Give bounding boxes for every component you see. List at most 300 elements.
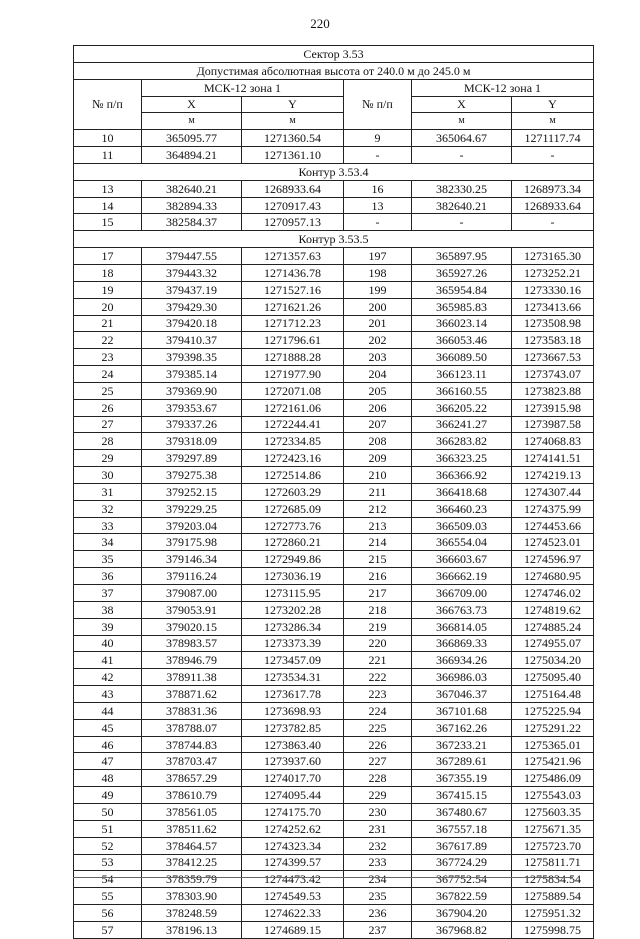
cell-x-right: 382330.25 [412, 180, 512, 197]
coordinates-table [73, 45, 594, 939]
table-row [74, 180, 594, 197]
cell-y-right: 1273165.30 [512, 248, 594, 265]
cell-y-right: 1273667.53 [512, 349, 594, 366]
cell-y-right: 1273413.66 [512, 298, 594, 315]
cell-y-left: 1271436.78 [242, 264, 344, 281]
cell-num-left: 27 [74, 416, 142, 433]
table-row [74, 585, 594, 602]
cell-y-right: - [512, 214, 594, 231]
cell-x-right: 367904.20 [412, 905, 512, 922]
cell-y-left: 1274095.44 [242, 787, 344, 804]
cell-y-left: 1268933.64 [242, 180, 344, 197]
cell-y-right: 1275421.96 [512, 753, 594, 770]
cell-num-right: 233 [344, 854, 412, 871]
cell-x-left: 379175.98 [142, 534, 242, 551]
cell-num-right: 226 [344, 736, 412, 753]
height-title: Допустимая абсолютная высота от 240.0 м до 245.0 м [74, 62, 594, 79]
table-row [74, 382, 594, 399]
cell-y-right: 1273508.98 [512, 315, 594, 332]
table-row [74, 534, 594, 551]
cell-x-left: 378610.79 [142, 787, 242, 804]
cell-y-right: 1273823.88 [512, 382, 594, 399]
cell-y-right: 1275034.20 [512, 652, 594, 669]
cell-x-right: 365985.83 [412, 298, 512, 315]
cell-x-left: 379203.04 [142, 517, 242, 534]
cell-num-right: 236 [344, 905, 412, 922]
cell-y-right: 1268973.34 [512, 180, 594, 197]
cell-num-left: 37 [74, 585, 142, 602]
cell-num-left: 54 [74, 871, 142, 888]
cell-num-right: 216 [344, 568, 412, 585]
cell-num-left: 19 [74, 281, 142, 298]
cell-num-left: 48 [74, 770, 142, 787]
table-row [74, 568, 594, 585]
cell-num-left: 22 [74, 332, 142, 349]
cell-num-right: - [344, 147, 412, 164]
cell-y-right: 1275951.32 [512, 905, 594, 922]
cell-x-right: 365064.67 [412, 130, 512, 147]
cell-x-left: 364894.21 [142, 147, 242, 164]
table-row [74, 854, 594, 871]
contour-title-row [74, 231, 594, 248]
cell-x-right: - [412, 214, 512, 231]
cell-x-right: 366023.14 [412, 315, 512, 332]
cell-x-right: 366241.27 [412, 416, 512, 433]
cell-x-right: - [412, 147, 512, 164]
cell-y-right: 1275834.54 [512, 871, 594, 888]
cell-num-left: 42 [74, 669, 142, 686]
cell-y-left: 1272514.86 [242, 467, 344, 484]
table-row [74, 618, 594, 635]
table-row [74, 315, 594, 332]
cell-x-right: 366460.23 [412, 500, 512, 517]
cell-num-right: 203 [344, 349, 412, 366]
cell-num-right: 206 [344, 399, 412, 416]
cell-x-right: 367968.82 [412, 921, 512, 938]
table-row [74, 669, 594, 686]
cell-y-left: 1271621.26 [242, 298, 344, 315]
cell-y-right: 1275889.54 [512, 888, 594, 905]
cell-x-left: 382894.33 [142, 197, 242, 214]
cell-y-left: 1273937.60 [242, 753, 344, 770]
cell-y-left: 1271796.61 [242, 332, 344, 349]
cell-y-left: 1273534.31 [242, 669, 344, 686]
cell-y-right: 1274596.97 [512, 551, 594, 568]
cell-y-right: 1273583.18 [512, 332, 594, 349]
cell-y-left: 1271977.90 [242, 366, 344, 383]
header-x-right: X [412, 96, 512, 113]
bottom-divider [73, 877, 573, 878]
cell-x-left: 378303.90 [142, 888, 242, 905]
cell-num-right: 204 [344, 366, 412, 383]
cell-x-right: 367101.68 [412, 702, 512, 719]
cell-y-left: 1273373.39 [242, 635, 344, 652]
cell-y-left: 1272773.76 [242, 517, 344, 534]
cell-num-left: 56 [74, 905, 142, 922]
cell-y-left: 1274017.70 [242, 770, 344, 787]
cell-x-right: 382640.21 [412, 197, 512, 214]
cell-y-right: 1275543.03 [512, 787, 594, 804]
cell-num-left: 43 [74, 686, 142, 703]
cell-x-right: 367557.18 [412, 820, 512, 837]
cell-y-right: 1274523.01 [512, 534, 594, 551]
cell-x-left: 378196.13 [142, 921, 242, 938]
cell-num-right: 222 [344, 669, 412, 686]
cell-y-right: 1275095.40 [512, 669, 594, 686]
cell-num-left: 39 [74, 618, 142, 635]
table-row [74, 349, 594, 366]
cell-y-right: 1274068.83 [512, 433, 594, 450]
cell-y-right: 1275164.48 [512, 686, 594, 703]
cell-num-left: 45 [74, 719, 142, 736]
cell-x-left: 379443.32 [142, 264, 242, 281]
cell-x-right: 366283.82 [412, 433, 512, 450]
table-row [74, 719, 594, 736]
cell-num-right: - [344, 214, 412, 231]
cell-x-left: 379385.14 [142, 366, 242, 383]
cell-num-left: 50 [74, 803, 142, 820]
table-row [74, 753, 594, 770]
cell-x-right: 366869.33 [412, 635, 512, 652]
cell-y-right: 1268933.64 [512, 197, 594, 214]
cell-num-right: 9 [344, 130, 412, 147]
cell-num-left: 17 [74, 248, 142, 265]
cell-num-right: 215 [344, 551, 412, 568]
cell-num-left: 25 [74, 382, 142, 399]
cell-y-left: 1274252.62 [242, 820, 344, 837]
cell-num-right: 199 [344, 281, 412, 298]
cell-x-left: 379087.00 [142, 585, 242, 602]
unit-x-right: м [412, 113, 512, 130]
cell-num-left: 28 [74, 433, 142, 450]
cell-num-right: 209 [344, 450, 412, 467]
cell-y-left: 1274473.42 [242, 871, 344, 888]
cell-x-right: 365897.95 [412, 248, 512, 265]
cell-y-left: 1274399.57 [242, 854, 344, 871]
cell-x-right: 367724.29 [412, 854, 512, 871]
table-row [74, 366, 594, 383]
cell-x-left: 379020.15 [142, 618, 242, 635]
cell-y-left: 1272603.29 [242, 483, 344, 500]
table-row [74, 264, 594, 281]
unit-y-left: м [242, 113, 344, 130]
page-number: 220 [310, 16, 330, 31]
table-row [74, 197, 594, 214]
table-row [74, 837, 594, 854]
unit-y-right: м [512, 113, 594, 130]
cell-num-right: 235 [344, 888, 412, 905]
cell-num-left: 24 [74, 366, 142, 383]
cell-num-left: 14 [74, 197, 142, 214]
table-row [74, 787, 594, 804]
cell-num-right: 205 [344, 382, 412, 399]
cell-y-left: 1271888.28 [242, 349, 344, 366]
cell-x-left: 379053.91 [142, 601, 242, 618]
cell-x-left: 379369.90 [142, 382, 242, 399]
cell-x-right: 366418.68 [412, 483, 512, 500]
cell-num-right: 213 [344, 517, 412, 534]
cell-y-left: 1273286.34 [242, 618, 344, 635]
cell-y-right: 1274453.66 [512, 517, 594, 534]
cell-x-left: 379229.25 [142, 500, 242, 517]
cell-y-right: 1275603.35 [512, 803, 594, 820]
header-num-right: № п/п [344, 79, 412, 130]
cell-y-right: 1275811.71 [512, 854, 594, 871]
cell-num-left: 18 [74, 264, 142, 281]
cell-num-right: 219 [344, 618, 412, 635]
cell-y-left: 1272949.86 [242, 551, 344, 568]
cell-y-left: 1274175.70 [242, 803, 344, 820]
table-row [74, 467, 594, 484]
table-row [74, 888, 594, 905]
cell-y-left: 1273617.78 [242, 686, 344, 703]
cell-y-right: 1274746.02 [512, 585, 594, 602]
cell-num-right: 230 [344, 803, 412, 820]
cell-x-left: 378744.83 [142, 736, 242, 753]
table-row [74, 298, 594, 315]
header-msk-right: МСК-12 зона 1 [412, 79, 594, 96]
cell-y-right: 1275486.09 [512, 770, 594, 787]
cell-x-left: 382640.21 [142, 180, 242, 197]
cell-num-left: 34 [74, 534, 142, 551]
cell-x-left: 379437.19 [142, 281, 242, 298]
cell-x-left: 379398.35 [142, 349, 242, 366]
cell-y-right: 1275671.35 [512, 820, 594, 837]
table-row [74, 770, 594, 787]
table-row [74, 147, 594, 164]
cell-y-left: 1273782.85 [242, 719, 344, 736]
cell-x-right: 366089.50 [412, 349, 512, 366]
cell-num-left: 35 [74, 551, 142, 568]
cell-num-left: 38 [74, 601, 142, 618]
cell-num-right: 225 [344, 719, 412, 736]
cell-x-right: 366053.46 [412, 332, 512, 349]
contour-title-row [74, 163, 594, 180]
cell-x-left: 378248.59 [142, 905, 242, 922]
cell-x-right: 366814.05 [412, 618, 512, 635]
cell-y-left: 1273457.09 [242, 652, 344, 669]
cell-x-right: 367480.67 [412, 803, 512, 820]
cell-y-right: 1273330.16 [512, 281, 594, 298]
table-row [74, 214, 594, 231]
cell-x-right: 366160.55 [412, 382, 512, 399]
cell-x-left: 378412.25 [142, 854, 242, 871]
cell-x-left: 378871.62 [142, 686, 242, 703]
cell-y-right: 1274307.44 [512, 483, 594, 500]
cell-num-right: 227 [344, 753, 412, 770]
cell-x-right: 367617.89 [412, 837, 512, 854]
cell-num-left: 51 [74, 820, 142, 837]
cell-x-left: 379420.18 [142, 315, 242, 332]
cell-y-right: 1275225.94 [512, 702, 594, 719]
cell-x-right: 366986.03 [412, 669, 512, 686]
table-row [74, 921, 594, 938]
cell-y-right: 1275723.70 [512, 837, 594, 854]
cell-x-left: 379318.09 [142, 433, 242, 450]
cell-num-left: 41 [74, 652, 142, 669]
table-row [74, 332, 594, 349]
cell-y-left: 1270957.13 [242, 214, 344, 231]
cell-num-right: 214 [344, 534, 412, 551]
cell-num-left: 21 [74, 315, 142, 332]
cell-num-left: 29 [74, 450, 142, 467]
cell-x-right: 367162.26 [412, 719, 512, 736]
cell-x-left: 378831.36 [142, 702, 242, 719]
cell-y-right: 1271117.74 [512, 130, 594, 147]
header-y-right: Y [512, 96, 594, 113]
cell-x-right: 366323.25 [412, 450, 512, 467]
cell-num-left: 20 [74, 298, 142, 315]
cell-y-left: 1271361.10 [242, 147, 344, 164]
cell-x-right: 367355.19 [412, 770, 512, 787]
table-row [74, 702, 594, 719]
table-row [74, 803, 594, 820]
cell-y-right: 1275291.22 [512, 719, 594, 736]
cell-x-left: 379447.55 [142, 248, 242, 265]
cell-x-left: 382584.37 [142, 214, 242, 231]
cell-num-right: 229 [344, 787, 412, 804]
cell-y-right: 1275365.01 [512, 736, 594, 753]
cell-y-left: 1273698.93 [242, 702, 344, 719]
cell-x-right: 365954.84 [412, 281, 512, 298]
cell-num-left: 55 [74, 888, 142, 905]
table-row [74, 500, 594, 517]
cell-y-left: 1273036.19 [242, 568, 344, 585]
cell-num-left: 53 [74, 854, 142, 871]
cell-x-right: 366509.03 [412, 517, 512, 534]
cell-x-right: 367046.37 [412, 686, 512, 703]
cell-num-left: 15 [74, 214, 142, 231]
cell-y-left: 1273115.95 [242, 585, 344, 602]
contour-title: Контур 3.53.4 [74, 163, 594, 180]
unit-x-left: м [142, 113, 242, 130]
cell-num-right: 228 [344, 770, 412, 787]
cell-x-left: 379429.30 [142, 298, 242, 315]
cell-num-left: 57 [74, 921, 142, 938]
cell-y-right: 1273987.58 [512, 416, 594, 433]
table-row [74, 601, 594, 618]
cell-x-right: 366205.22 [412, 399, 512, 416]
cell-num-right: 224 [344, 702, 412, 719]
cell-num-right: 208 [344, 433, 412, 450]
cell-y-left: 1271357.63 [242, 248, 344, 265]
header-y-left: Y [242, 96, 344, 113]
cell-num-left: 30 [74, 467, 142, 484]
cell-y-left: 1272071.08 [242, 382, 344, 399]
table-body [74, 130, 594, 939]
cell-num-right: 13 [344, 197, 412, 214]
table-row [74, 551, 594, 568]
header-msk-left: МСК-12 зона 1 [142, 79, 344, 96]
cell-num-left: 47 [74, 753, 142, 770]
cell-x-left: 379146.34 [142, 551, 242, 568]
cell-num-left: 23 [74, 349, 142, 366]
cell-y-right: 1274680.95 [512, 568, 594, 585]
cell-x-left: 379410.37 [142, 332, 242, 349]
cell-y-left: 1271360.54 [242, 130, 344, 147]
cell-num-right: 217 [344, 585, 412, 602]
cell-x-left: 379252.15 [142, 483, 242, 500]
cell-y-right: 1274375.99 [512, 500, 594, 517]
cell-x-left: 379116.24 [142, 568, 242, 585]
cell-x-right: 366123.11 [412, 366, 512, 383]
cell-y-left: 1271712.23 [242, 315, 344, 332]
cell-x-left: 378788.07 [142, 719, 242, 736]
cell-y-left: 1273863.40 [242, 736, 344, 753]
table-row [74, 635, 594, 652]
cell-x-right: 366763.73 [412, 601, 512, 618]
cell-x-right: 366709.00 [412, 585, 512, 602]
cell-x-left: 378911.38 [142, 669, 242, 686]
cell-num-left: 11 [74, 147, 142, 164]
cell-y-right: 1275998.75 [512, 921, 594, 938]
cell-x-left: 379297.89 [142, 450, 242, 467]
cell-x-left: 378561.05 [142, 803, 242, 820]
table-row [74, 130, 594, 147]
table-row [74, 820, 594, 837]
cell-x-right: 366934.26 [412, 652, 512, 669]
table-row [74, 871, 594, 888]
cell-num-left: 32 [74, 500, 142, 517]
cell-x-right: 366366.92 [412, 467, 512, 484]
cell-x-left: 379275.38 [142, 467, 242, 484]
cell-num-right: 197 [344, 248, 412, 265]
cell-y-right: 1274141.51 [512, 450, 594, 467]
cell-y-left: 1270917.43 [242, 197, 344, 214]
cell-x-right: 367415.15 [412, 787, 512, 804]
cell-x-right: 366603.67 [412, 551, 512, 568]
cell-num-right: 237 [344, 921, 412, 938]
table-row [74, 281, 594, 298]
table-row [74, 652, 594, 669]
cell-y-left: 1271527.16 [242, 281, 344, 298]
cell-num-left: 40 [74, 635, 142, 652]
table-row [74, 450, 594, 467]
cell-num-right: 220 [344, 635, 412, 652]
cell-y-left: 1273202.28 [242, 601, 344, 618]
cell-y-right: - [512, 147, 594, 164]
header-x-left: X [142, 96, 242, 113]
cell-y-left: 1274689.15 [242, 921, 344, 938]
cell-num-left: 44 [74, 702, 142, 719]
cell-x-right: 367822.59 [412, 888, 512, 905]
cell-x-left: 378359.79 [142, 871, 242, 888]
header-num-left: № п/п [74, 79, 142, 130]
cell-y-right: 1274885.24 [512, 618, 594, 635]
cell-x-right: 365927.26 [412, 264, 512, 281]
cell-num-right: 207 [344, 416, 412, 433]
cell-num-right: 198 [344, 264, 412, 281]
cell-num-right: 16 [344, 180, 412, 197]
cell-num-right: 200 [344, 298, 412, 315]
cell-y-left: 1272244.41 [242, 416, 344, 433]
table-row [74, 905, 594, 922]
cell-num-left: 13 [74, 180, 142, 197]
cell-x-left: 379337.26 [142, 416, 242, 433]
table-row [74, 399, 594, 416]
cell-num-right: 234 [344, 871, 412, 888]
cell-x-left: 365095.77 [142, 130, 242, 147]
cell-num-left: 31 [74, 483, 142, 500]
cell-num-right: 211 [344, 483, 412, 500]
cell-y-left: 1274622.33 [242, 905, 344, 922]
table-row [74, 433, 594, 450]
cell-x-right: 367233.21 [412, 736, 512, 753]
cell-num-right: 232 [344, 837, 412, 854]
cell-x-right: 366554.04 [412, 534, 512, 551]
contour-title: Контур 3.53.5 [74, 231, 594, 248]
cell-num-left: 10 [74, 130, 142, 147]
